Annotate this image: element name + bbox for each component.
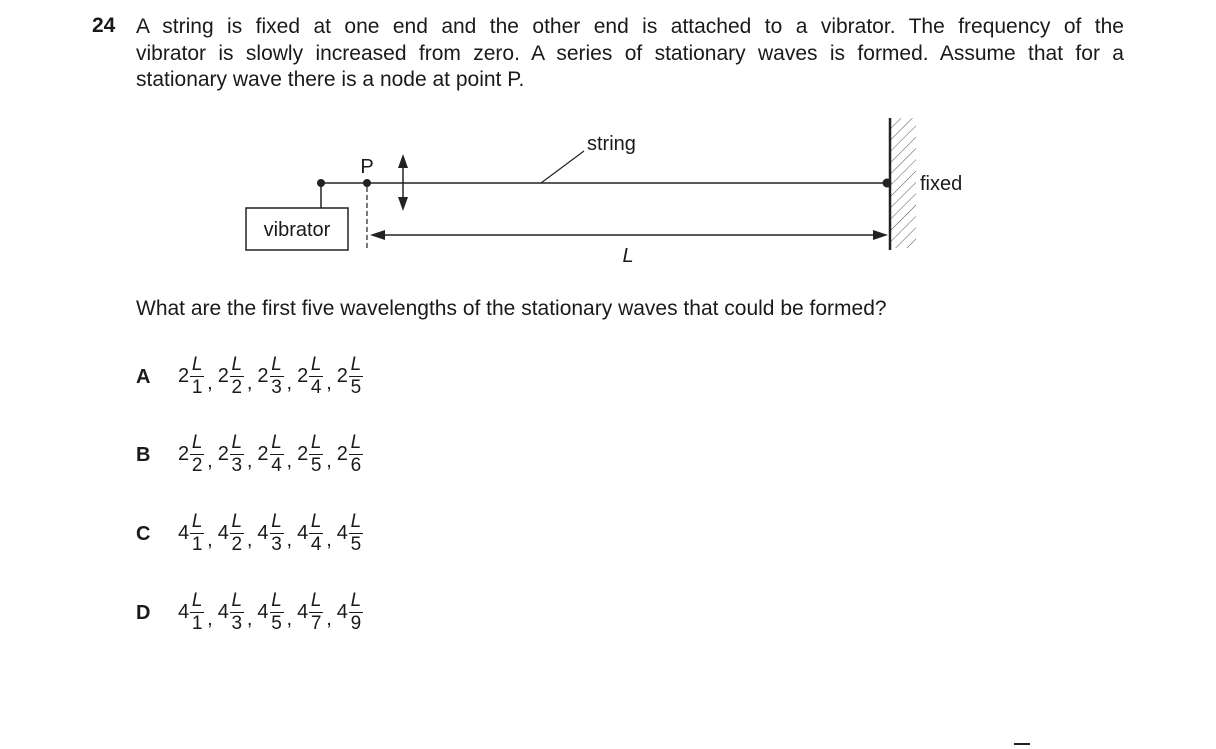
option-term [337, 355, 363, 398]
term-fraction [190, 591, 204, 634]
option-term [297, 512, 323, 555]
fraction-denominator: 5 [350, 377, 362, 398]
fraction-denominator: 4 [271, 455, 282, 476]
fraction-denominator: 3 [271, 534, 282, 555]
term-fraction [270, 512, 284, 555]
term-separator: , [246, 372, 253, 394]
fraction-denominator: 1 [191, 534, 203, 555]
term-coefficient: 2 [336, 365, 348, 387]
option-term [218, 591, 244, 634]
fraction-denominator: 9 [350, 613, 362, 634]
option-letter-a[interactable]: A [136, 366, 151, 388]
fraction-numerator: L [271, 511, 282, 532]
term-separator: , [246, 450, 253, 472]
fraction-numerator: L [231, 432, 243, 453]
term-separator: , [246, 608, 253, 630]
fraction-numerator: L [310, 354, 322, 375]
fraction-denominator: 2 [231, 534, 243, 555]
option-term [257, 433, 283, 476]
term-coefficient: 4 [257, 601, 269, 623]
fraction-numerator: L [191, 590, 203, 611]
option-term [297, 355, 323, 398]
option-b-expression[interactable] [178, 433, 363, 476]
fraction-denominator: 6 [350, 455, 362, 476]
term-fraction [190, 433, 204, 476]
term-separator: , [326, 529, 332, 551]
term-coefficient: 2 [257, 443, 269, 465]
term-separator: , [207, 450, 213, 472]
term-separator: , [207, 529, 213, 551]
fraction-numerator: L [310, 511, 322, 532]
term-fraction [309, 355, 323, 398]
term-coefficient: 4 [336, 522, 348, 544]
term-fraction [270, 591, 284, 634]
fraction-denominator: 2 [191, 455, 203, 476]
term-fraction [349, 433, 363, 476]
term-fraction [309, 512, 323, 555]
term-separator: , [207, 372, 213, 394]
term-fraction [270, 355, 284, 398]
vibrator-label: vibrator [263, 219, 331, 241]
option-term [178, 512, 204, 555]
fraction-denominator: 7 [310, 613, 322, 634]
term-coefficient: 2 [217, 365, 229, 387]
option-term [218, 433, 244, 476]
term-coefficient: 2 [297, 443, 309, 465]
term-coefficient: 2 [217, 443, 229, 465]
option-letter-d[interactable]: D [136, 602, 151, 624]
question-line: stationary wave there is a node at point P. [136, 68, 525, 91]
length-label: L [622, 245, 634, 267]
fraction-numerator: L [231, 511, 243, 532]
fraction-denominator: 4 [310, 534, 322, 555]
term-coefficient: 4 [257, 522, 269, 544]
term-coefficient: 4 [297, 522, 309, 544]
term-fraction [230, 591, 244, 634]
option-term [257, 591, 283, 634]
term-coefficient: 2 [297, 365, 309, 387]
fraction-numerator: L [350, 590, 362, 611]
fraction-denominator: 4 [310, 377, 322, 398]
option-letter-c[interactable]: C [136, 523, 151, 545]
fixed-label: fixed [920, 173, 963, 195]
fraction-numerator: L [191, 511, 203, 532]
term-coefficient: 2 [178, 443, 190, 465]
term-fraction [230, 512, 244, 555]
fraction-denominator: 1 [191, 613, 203, 634]
term-fraction [270, 433, 284, 476]
wall-hatching [890, 118, 916, 248]
string-vibrator-diagram [230, 110, 990, 280]
fraction-denominator: 5 [310, 455, 322, 476]
term-separator: , [286, 450, 293, 472]
term-coefficient: 4 [297, 601, 309, 623]
fraction-numerator: L [271, 354, 282, 375]
term-fraction [309, 591, 323, 634]
option-term [337, 433, 363, 476]
term-separator: , [286, 529, 293, 551]
fraction-denominator: 3 [271, 377, 282, 398]
fraction-denominator: 5 [271, 613, 282, 634]
term-fraction [349, 512, 363, 555]
term-fraction [349, 591, 363, 634]
term-coefficient: 4 [178, 601, 190, 623]
string-label: string [587, 133, 636, 155]
term-coefficient: 2 [336, 443, 348, 465]
fraction-denominator: 1 [191, 377, 203, 398]
option-term [178, 591, 204, 634]
term-coefficient: 4 [217, 522, 229, 544]
term-coefficient: 4 [178, 522, 190, 544]
fraction-numerator: L [231, 354, 243, 375]
fraction-numerator: L [350, 354, 362, 375]
term-coefficient: 2 [178, 365, 190, 387]
fixed-end-dot [883, 179, 892, 188]
option-term [178, 433, 204, 476]
term-separator: , [326, 372, 332, 394]
term-separator: , [286, 608, 293, 630]
fraction-numerator: L [310, 432, 322, 453]
fraction-numerator: L [310, 590, 322, 611]
question-text [136, 14, 1124, 94]
option-letter-b[interactable]: B [136, 444, 151, 466]
question-line: A string is fixed at one end and the other end is attached to a vibrator. The frequency of the [136, 15, 1124, 38]
fraction-denominator: 3 [231, 455, 243, 476]
option-term [297, 591, 323, 634]
fraction-denominator: 5 [350, 534, 362, 555]
option-d-expression[interactable] [178, 591, 363, 634]
option-term [337, 512, 363, 555]
term-separator: , [286, 372, 293, 394]
option-term [218, 355, 244, 398]
option-term [297, 433, 323, 476]
fraction-numerator: L [271, 590, 282, 611]
term-separator: , [326, 608, 332, 630]
fraction-denominator: 2 [231, 377, 243, 398]
fraction-numerator: L [191, 432, 203, 453]
question-number: 24 [92, 14, 116, 37]
fraction-numerator: L [231, 590, 243, 611]
option-term [218, 512, 244, 555]
fraction-numerator: L [271, 432, 282, 453]
term-fraction [190, 355, 204, 398]
term-coefficient: 2 [257, 365, 269, 387]
option-term [257, 355, 283, 398]
term-fraction [190, 512, 204, 555]
fraction-numerator: L [191, 354, 203, 375]
node-p-label: P [360, 156, 374, 178]
term-coefficient: 4 [336, 601, 348, 623]
option-c-expression[interactable] [178, 512, 363, 555]
term-fraction [309, 433, 323, 476]
question-line: vibrator is slowly increased from zero. A series of stationary waves is formed. Assume that for a [136, 41, 1124, 65]
question-prompt: What are the first five wavelengths of the stationary waves that could be formed? [136, 297, 887, 320]
term-separator: , [207, 608, 213, 630]
term-fraction [230, 433, 244, 476]
page-corner-mark [1014, 743, 1030, 745]
node-p-dot [363, 179, 371, 187]
option-a-expression[interactable] [178, 355, 363, 398]
term-fraction [349, 355, 363, 398]
term-fraction [230, 355, 244, 398]
fraction-numerator: L [350, 511, 362, 532]
fraction-denominator: 3 [231, 613, 243, 634]
term-coefficient: 4 [217, 601, 229, 623]
term-separator: , [326, 450, 332, 472]
option-term [257, 512, 283, 555]
option-term [178, 355, 204, 398]
term-separator: , [246, 529, 253, 551]
option-term [337, 591, 363, 634]
fraction-numerator: L [350, 432, 362, 453]
